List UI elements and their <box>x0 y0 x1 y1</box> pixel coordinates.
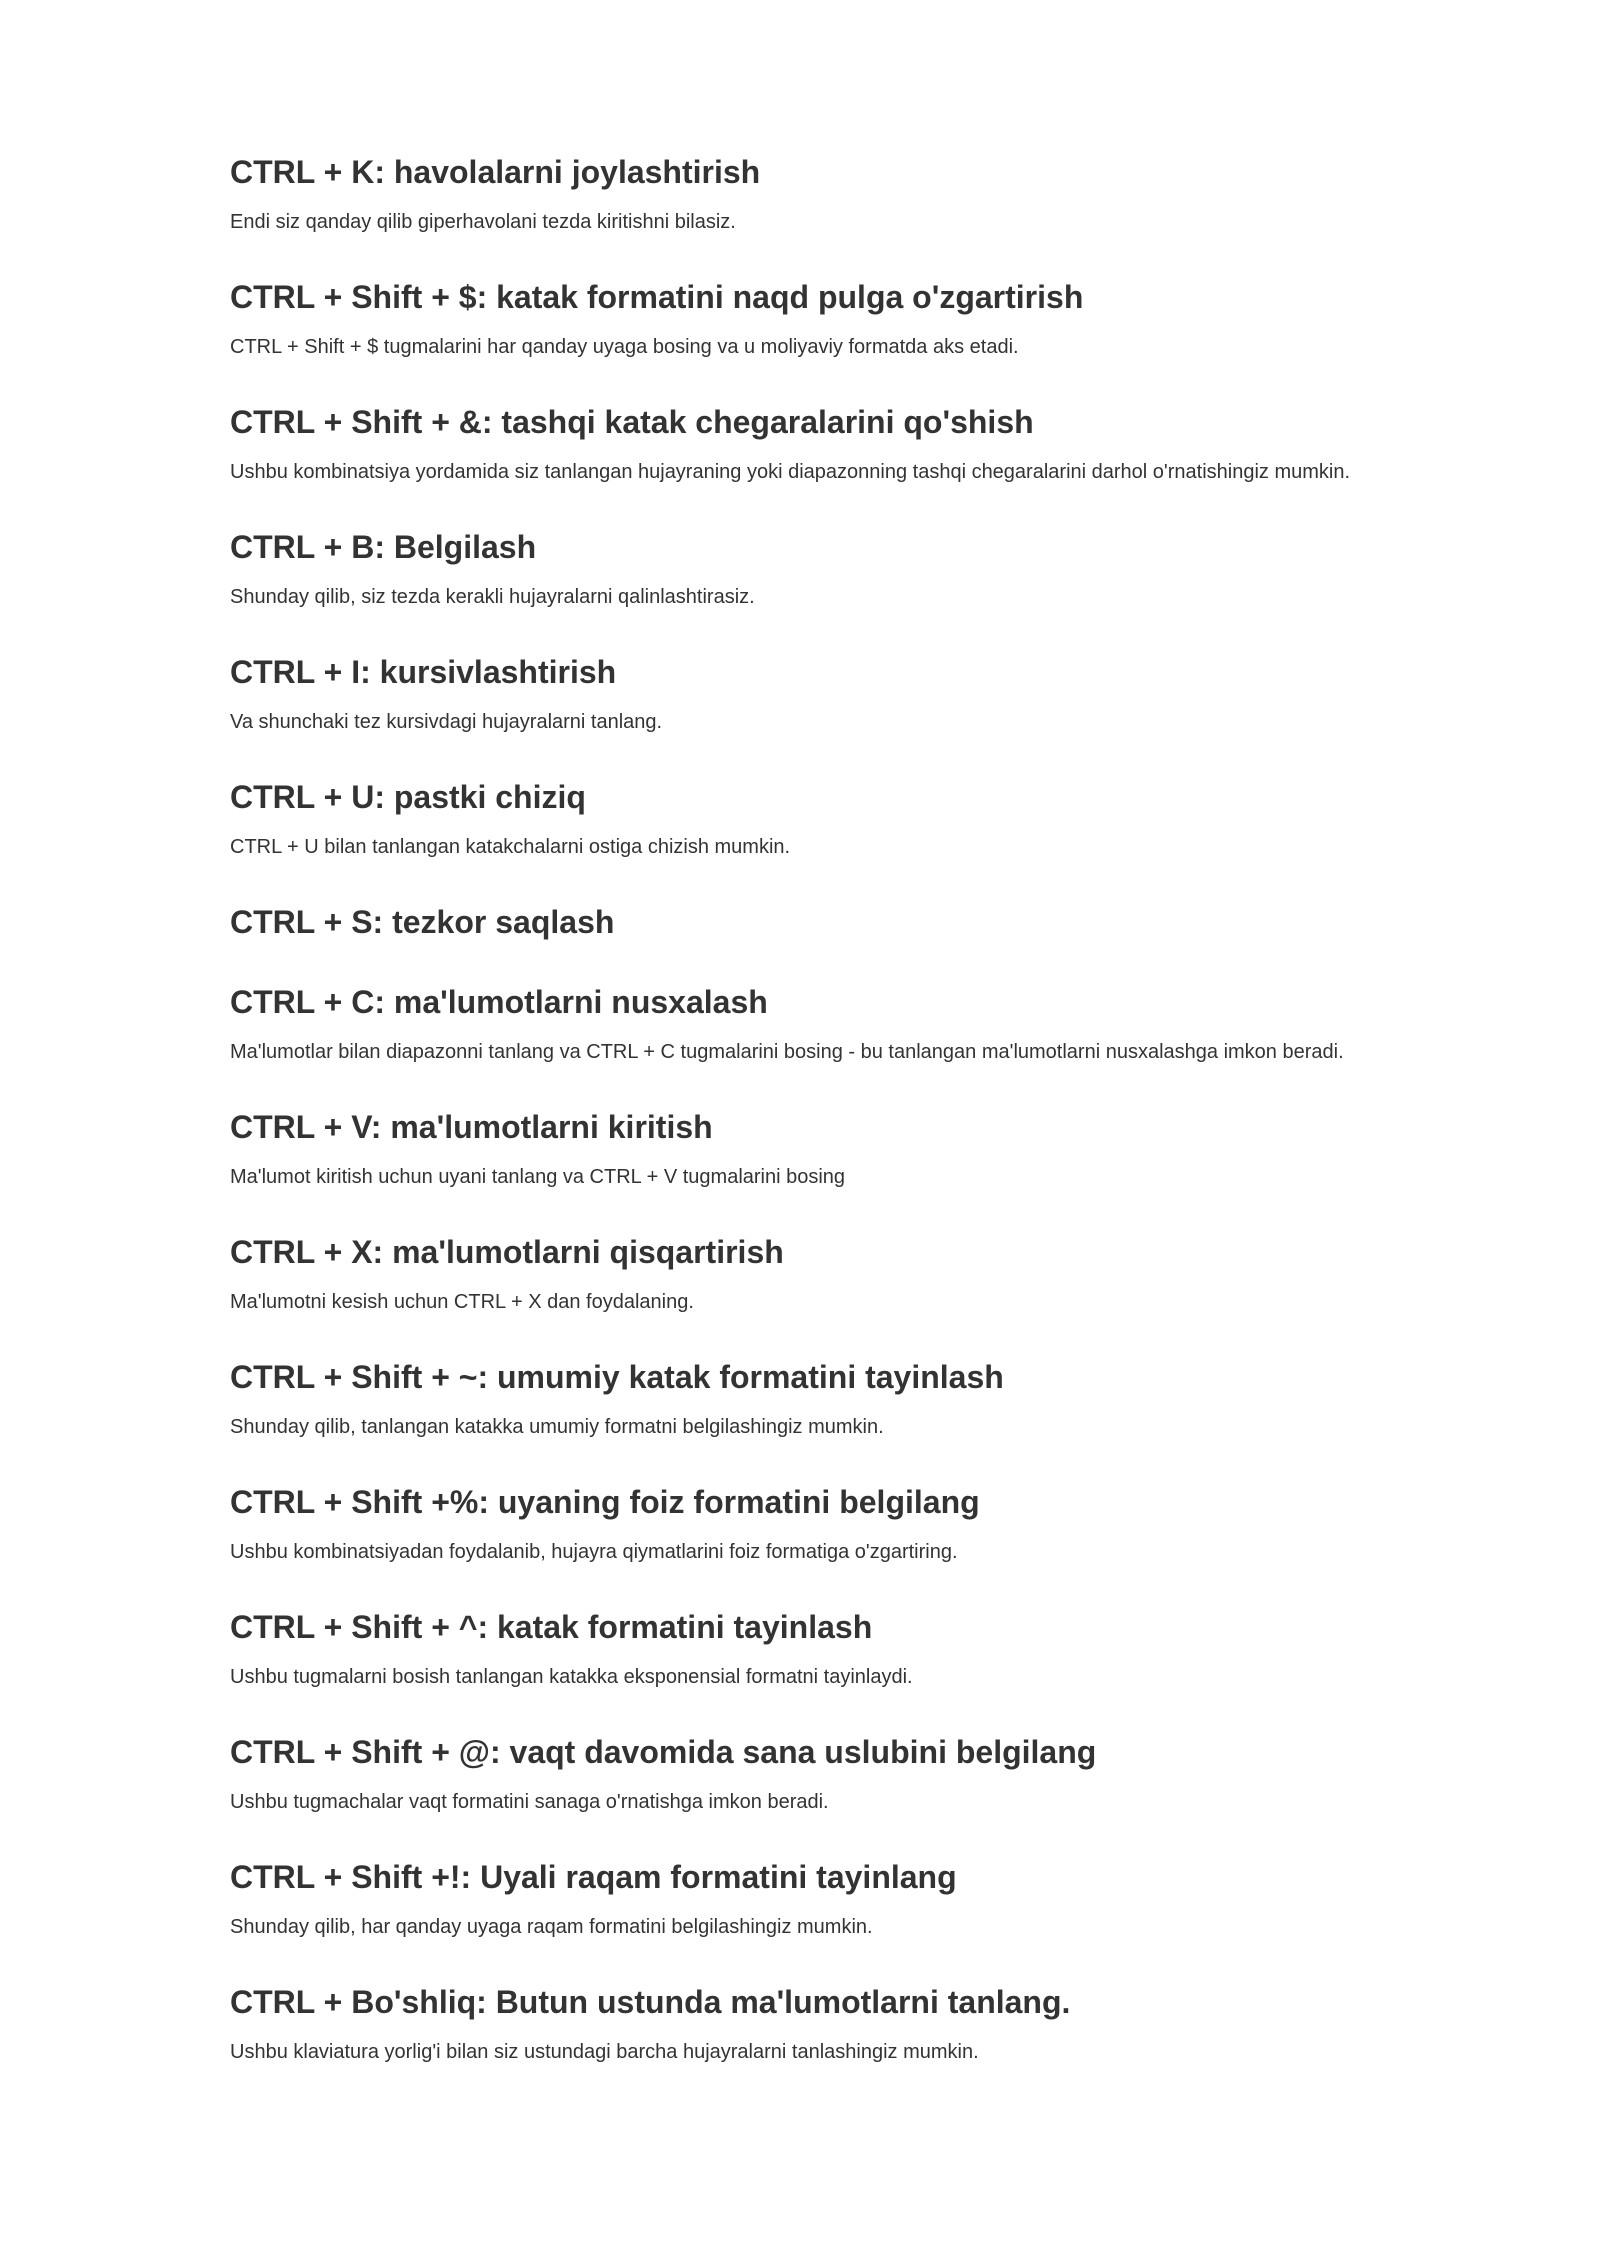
shortcut-entry <box>230 1982 1530 2065</box>
shortcut-entry <box>230 152 1530 235</box>
shortcut-title: CTRL + X: ma'lumotlarni qisqartirish <box>230 1234 784 1270</box>
shortcut-entry <box>230 902 1530 942</box>
shortcut-entry <box>230 982 1530 1065</box>
shortcut-title: CTRL + U: pastki chiziq <box>230 779 586 815</box>
shortcut-entry <box>230 1232 1530 1315</box>
shortcut-entry <box>230 777 1530 860</box>
shortcut-description: Endi siz qanday qilib giperhavolani tezda kiritishni bilasiz. <box>230 211 736 233</box>
shortcut-description: Ma'lumotni kesish uchun CTRL + X dan foydalaning. <box>230 1291 694 1313</box>
shortcut-title: CTRL + Shift + &: tashqi katak chegaralarini qo'shish <box>230 404 1034 440</box>
shortcut-description: CTRL + Shift + $ tugmalarini har qanday uyaga bosing va u moliyaviy formatda aks etadi. <box>230 336 1019 358</box>
shortcut-entry <box>230 1732 1530 1815</box>
shortcut-title: CTRL + Shift + @: vaqt davomida sana uslubini belgilang <box>230 1734 1097 1770</box>
shortcut-entry <box>230 1607 1530 1690</box>
shortcut-title: CTRL + Shift + ^: katak formatini tayinlash <box>230 1609 873 1645</box>
shortcut-entry <box>230 277 1530 360</box>
shortcut-description: Ma'lumot kiritish uchun uyani tanlang va CTRL + V tugmalarini bosing <box>230 1166 846 1188</box>
shortcut-title: CTRL + Shift + ~: umumiy katak formatini tayinlash <box>230 1359 1004 1395</box>
shortcut-entry <box>230 652 1530 735</box>
shortcut-title: CTRL + B: Belgilash <box>230 529 537 565</box>
shortcut-entry <box>230 1107 1530 1190</box>
shortcut-entry <box>230 1857 1530 1940</box>
shortcut-description: Shunday qilib, har qanday uyaga raqam formatini belgilashingiz mumkin. <box>230 1916 873 1938</box>
shortcut-description: Shunday qilib, siz tezda kerakli hujayralarni qalinlashtirasiz. <box>230 586 755 608</box>
shortcut-description: Ushbu klaviatura yorlig'i bilan siz ustundagi barcha hujayralarni tanlashingiz mumkin. <box>230 2041 979 2063</box>
shortcut-entry <box>230 1357 1530 1440</box>
shortcut-entry <box>230 1482 1530 1565</box>
shortcut-description: Ma'lumotlar bilan diapazonni tanlang va CTRL + C tugmalarini bosing - bu tanlangan ma'lumotlarni nusxalashga imkon beradi. <box>230 1041 1344 1063</box>
shortcut-description: Ushbu kombinatsiya yordamida siz tanlangan hujayraning yoki diapazonning tashqi chegaralarini darhol o'rnatishingiz mumkin. <box>230 461 1351 483</box>
shortcut-title: CTRL + Shift +%: uyaning foiz formatini belgilang <box>230 1484 980 1520</box>
shortcut-title: CTRL + I: kursivlashtirish <box>230 654 617 690</box>
shortcut-title: CTRL + Bo'shliq: Butun ustunda ma'lumotlarni tanlang. <box>230 1984 1071 2020</box>
shortcut-title: CTRL + V: ma'lumotlarni kiritish <box>230 1109 713 1145</box>
shortcut-title: CTRL + S: tezkor saqlash <box>230 904 615 940</box>
shortcut-entry <box>230 527 1530 610</box>
shortcut-entry <box>230 402 1530 485</box>
shortcut-description: Ushbu tugmachalar vaqt formatini sanaga o'rnatishga imkon beradi. <box>230 1791 829 1813</box>
shortcut-title: CTRL + K: havolalarni joylashtirish <box>230 154 761 190</box>
shortcut-title: CTRL + Shift +!: Uyali raqam formatini tayinlang <box>230 1859 957 1895</box>
shortcut-description: Va shunchaki tez kursivdagi hujayralarni tanlang. <box>230 711 663 733</box>
shortcut-title: CTRL + C: ma'lumotlarni nusxalash <box>230 984 768 1020</box>
shortcut-description: Ushbu tugmalarni bosish tanlangan katakka eksponensial formatni tayinlaydi. <box>230 1666 913 1688</box>
shortcut-description: CTRL + U bilan tanlangan katakchalarni ostiga chizish mumkin. <box>230 836 791 858</box>
shortcut-title: CTRL + Shift + $: katak formatini naqd pulga o'zgartirish <box>230 279 1084 315</box>
shortcut-description: Shunday qilib, tanlangan katakka umumiy formatni belgilashingiz mumkin. <box>230 1416 884 1438</box>
shortcut-description: Ushbu kombinatsiyadan foydalanib, hujayra qiymatlarini foiz formatiga o'zgartiring. <box>230 1541 958 1563</box>
